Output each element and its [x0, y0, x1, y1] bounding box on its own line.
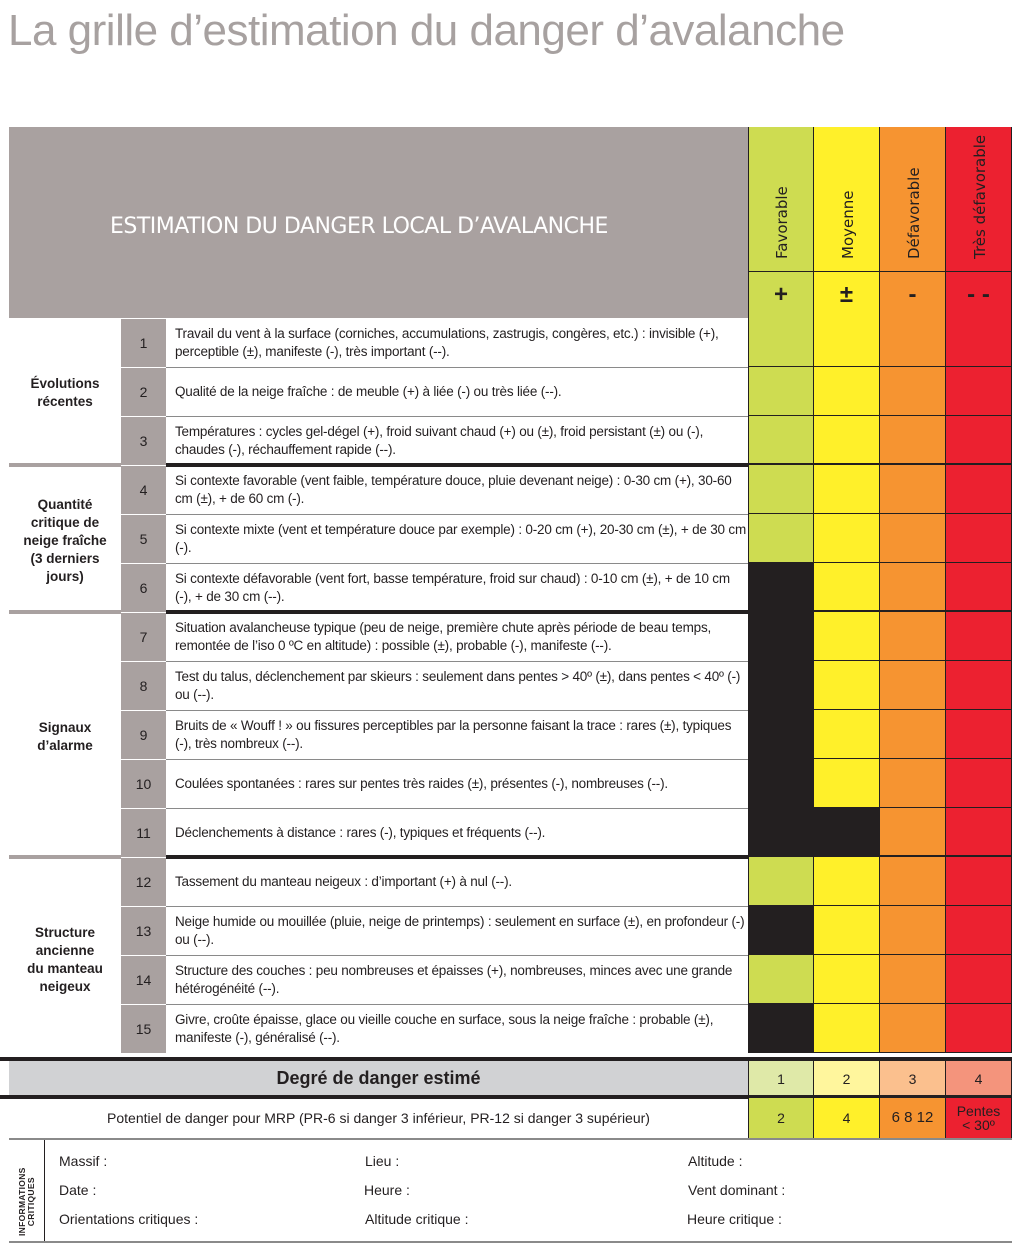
- criterion-text: Test du talus, déclenchement par skieurs : seulement dans pentes > 40º (±), dans pentes < 40º (-) ou (--).: [175, 669, 741, 702]
- degre-value-1: 1: [748, 1061, 814, 1096]
- rating-cell-defavorable[interactable]: [880, 661, 946, 710]
- rating-cell-moyenne[interactable]: [814, 514, 880, 563]
- rating-cell-favorable[interactable]: [748, 367, 814, 416]
- criterion-text: Tassement du manteau neigeux : d’important (+) à nul (--).: [175, 874, 512, 889]
- rating-cell-tres-defavorable[interactable]: [946, 906, 1012, 955]
- column-header-moyenne: [814, 127, 880, 271]
- column-header-tres-defavorable: [946, 127, 1012, 271]
- column-label: Très défavorable: [970, 134, 989, 259]
- row-number: 11: [121, 809, 166, 857]
- blocked-cell[interactable]: [814, 808, 880, 857]
- column-header-favorable: [748, 127, 814, 271]
- criterion-text: Structure des couches : peu nombreuses et épaisses (+), nombreuses, minces avec une grande hétérogénéité (--).: [175, 963, 733, 996]
- rating-cell-favorable[interactable]: [748, 955, 814, 1004]
- blocked-cell[interactable]: [748, 563, 814, 612]
- criterion-text: Givre, croûte épaisse, glace ou vieille couche en surface, sous la neige fraîche : probable (±), manifeste (-), généralisé (--).: [175, 1012, 714, 1045]
- rating-cell-moyenne[interactable]: [814, 1004, 880, 1053]
- criterion-text: Qualité de la neige fraîche : de meuble (+) à liée (-) ou très liée (--).: [175, 384, 562, 399]
- rating-cell-moyenne[interactable]: [814, 612, 880, 661]
- rating-cell-tres-defavorable[interactable]: [946, 514, 1012, 563]
- rating-cell-tres-defavorable[interactable]: [946, 318, 1012, 367]
- mrp-value-moyenne: 4: [814, 1098, 880, 1138]
- rating-cell-tres-defavorable[interactable]: [946, 955, 1012, 1004]
- divider: [9, 1241, 1012, 1243]
- info-divider: [44, 1140, 45, 1242]
- column-label: Moyenne: [838, 190, 857, 259]
- rating-cell-tres-defavorable[interactable]: [946, 808, 1012, 857]
- rating-cell-moyenne[interactable]: [814, 465, 880, 514]
- rating-cell-moyenne[interactable]: [814, 318, 880, 367]
- rating-cell-tres-defavorable[interactable]: [946, 1004, 1012, 1053]
- symbol-minus: -: [880, 271, 946, 318]
- row-number: 2: [121, 368, 166, 416]
- rating-cell-defavorable[interactable]: [880, 857, 946, 906]
- field-date[interactable]: Date :: [59, 1182, 97, 1198]
- grid-header-title: ESTIMATION DU DANGER LOCAL D’AVALANCHE: [110, 214, 608, 239]
- criterion-text: Déclenchements à distance : rares (-), typiques et fréquents (--).: [175, 825, 546, 840]
- row-number: 3: [121, 417, 166, 465]
- rating-cell-defavorable[interactable]: [880, 514, 946, 563]
- rating-cell-moyenne[interactable]: [814, 759, 880, 808]
- criterion-text: Coulées spontanées : rares sur pentes très raides (±), présentes (-), nombreuses (--).: [175, 776, 668, 791]
- criterion-text: Températures : cycles gel-dégel (+), froid suivant chaud (+) ou (±), froid persistant (±) ou (-), chaudes (-), réchauffement rapide (--).: [175, 424, 704, 457]
- row-number: 4: [121, 466, 166, 514]
- row-number: 7: [121, 613, 166, 661]
- rating-cell-defavorable[interactable]: [880, 759, 946, 808]
- rating-cell-tres-defavorable[interactable]: [946, 465, 1012, 514]
- criterion-text: Si contexte défavorable (vent fort, basse température, froid sur chaud) : 0-10 cm (±), + de 10 cm (-), + de 30 cm (--).: [175, 571, 730, 604]
- blocked-cell[interactable]: [748, 1004, 814, 1053]
- mrp-label: Potentiel de danger pour MRP (PR-6 si danger 3 inférieur, PR-12 si danger 3 supérieur): [107, 1110, 650, 1126]
- rating-cell-tres-defavorable[interactable]: [946, 759, 1012, 808]
- rating-cell-defavorable[interactable]: [880, 563, 946, 612]
- rating-cell-defavorable[interactable]: [880, 612, 946, 661]
- rating-cell-defavorable[interactable]: [880, 416, 946, 465]
- rating-cell-tres-defavorable[interactable]: [946, 416, 1012, 465]
- row-number: 6: [121, 564, 166, 612]
- row-number: 9: [121, 711, 166, 759]
- degre-value-3: 3: [880, 1061, 946, 1096]
- informations-critiques-label: [10, 1148, 40, 1236]
- mrp-value-tres-defavorable: Pentes < 30º: [946, 1098, 1012, 1138]
- criterion-text: Neige humide ou mouillée (pluie, neige de printemps) : seulement en surface (±), en profondeur (-) ou (--).: [175, 914, 745, 947]
- column-label: Défavorable: [904, 167, 923, 259]
- divider: [9, 1138, 1012, 1140]
- rating-cell-favorable[interactable]: [748, 465, 814, 514]
- row-number: 12: [121, 858, 166, 906]
- rating-cell-tres-defavorable[interactable]: [946, 857, 1012, 906]
- field-lieu[interactable]: Lieu :: [365, 1153, 400, 1169]
- rating-cell-defavorable[interactable]: [880, 318, 946, 367]
- rating-cell-tres-defavorable[interactable]: [946, 661, 1012, 710]
- symbol-plus: +: [748, 271, 814, 318]
- symbol-double-minus: - -: [946, 271, 1012, 318]
- rating-cell-moyenne[interactable]: [814, 563, 880, 612]
- group-label-signaux: Signaux d’alarme: [37, 720, 93, 753]
- rating-cell-tres-defavorable[interactable]: [946, 612, 1012, 661]
- field-orientations-critiques[interactable]: Orientations critiques :: [59, 1211, 199, 1227]
- rating-cell-moyenne[interactable]: [814, 661, 880, 710]
- info-side-label-line2: CRITIQUES: [26, 1177, 36, 1227]
- row-number: 13: [121, 907, 166, 955]
- row-number: 1: [121, 319, 166, 367]
- group-label-structure: Structure ancienne du manteau neigeux: [27, 924, 103, 994]
- rating-cell-defavorable[interactable]: [880, 465, 946, 514]
- rating-cell-tres-defavorable[interactable]: [946, 710, 1012, 759]
- rating-cell-moyenne[interactable]: [814, 955, 880, 1004]
- criterion-text: Travail du vent à la surface (corniches, accumulations, zastrugis, congères, etc.) : invisible (+), perceptible (±), manifeste (-), très important (--).: [175, 326, 719, 359]
- rating-cell-moyenne[interactable]: [814, 906, 880, 955]
- blocked-cell[interactable]: [748, 808, 814, 857]
- field-altitude[interactable]: Altitude :: [688, 1153, 743, 1169]
- row-number: 8: [121, 662, 166, 710]
- criterion-text: Si contexte favorable (vent faible, température douce, pluie devenant neige) : 0-30 cm (+), 30-60 cm (±), + de 60 cm (-).: [175, 473, 732, 506]
- group-label-quantite: Quantité critique de neige fraîche (3 derniers jours): [23, 496, 107, 584]
- rating-cell-defavorable[interactable]: [880, 906, 946, 955]
- degre-value-2: 2: [814, 1061, 880, 1096]
- info-side-label-line1: INFORMATIONS: [17, 1167, 27, 1236]
- field-vent-dominant[interactable]: Vent dominant :: [688, 1182, 786, 1198]
- rating-cell-defavorable[interactable]: [880, 710, 946, 759]
- field-heure[interactable]: Heure :: [364, 1182, 410, 1198]
- degre-danger-label: Degré de danger estimé: [9, 1061, 748, 1096]
- rating-cell-defavorable[interactable]: [880, 808, 946, 857]
- page-title: La grille d’estimation du danger d’avalanche: [8, 6, 845, 55]
- field-altitude-critique[interactable]: Altitude critique :: [365, 1211, 469, 1227]
- blocked-cell[interactable]: [748, 612, 814, 661]
- rating-cell-favorable[interactable]: [748, 857, 814, 906]
- degre-value-4: 4: [946, 1061, 1012, 1096]
- rating-cell-favorable[interactable]: [748, 514, 814, 563]
- rating-cell-favorable[interactable]: [748, 416, 814, 465]
- row-number: 10: [121, 760, 166, 808]
- column-header-defavorable: [880, 127, 946, 271]
- field-massif[interactable]: Massif :: [59, 1153, 108, 1169]
- rating-cell-favorable[interactable]: [748, 318, 814, 367]
- rating-cell-moyenne[interactable]: [814, 416, 880, 465]
- blocked-cell[interactable]: [748, 906, 814, 955]
- rating-cell-moyenne[interactable]: [814, 367, 880, 416]
- column-label: Favorable: [773, 186, 791, 259]
- field-heure-critique[interactable]: Heure critique :: [687, 1211, 782, 1227]
- mrp-value-defavorable: 6 8 12: [880, 1098, 946, 1138]
- blocked-cell[interactable]: [748, 710, 814, 759]
- mrp-value-favorable: 2: [748, 1098, 814, 1138]
- criterion-text: Si contexte mixte (vent et température douce par exemple) : 0-20 cm (+), 20-30 cm (±), + de 30 cm (-).: [175, 522, 747, 555]
- row-number: 5: [121, 515, 166, 563]
- criterion-text: Bruits de « Wouff ! » ou fissures perceptibles par la personne faisant la trace : rares (±), typiques (-), très nombreux (--).: [175, 718, 732, 751]
- group-label-evolutions: Évolutions récentes: [30, 375, 100, 409]
- rating-cell-defavorable[interactable]: [880, 1004, 946, 1053]
- rating-cell-tres-defavorable[interactable]: [946, 563, 1012, 612]
- rating-cell-tres-defavorable[interactable]: [946, 367, 1012, 416]
- criterion-text: Situation avalancheuse typique (peu de neige, première chute après période de beau temps, remontée de l’iso 0 ºC en altitude) : possible (±), probable (-), manifeste (--).: [175, 620, 712, 653]
- symbol-plus-minus: ±: [814, 271, 880, 318]
- blocked-cell[interactable]: [748, 661, 814, 710]
- row-number: 14: [121, 956, 166, 1004]
- row-number: 15: [121, 1005, 166, 1053]
- rating-cell-defavorable[interactable]: [880, 367, 946, 416]
- rating-cell-defavorable[interactable]: [880, 955, 946, 1004]
- blocked-cell[interactable]: [748, 759, 814, 808]
- rating-cell-moyenne[interactable]: [814, 710, 880, 759]
- rating-cell-moyenne[interactable]: [814, 857, 880, 906]
